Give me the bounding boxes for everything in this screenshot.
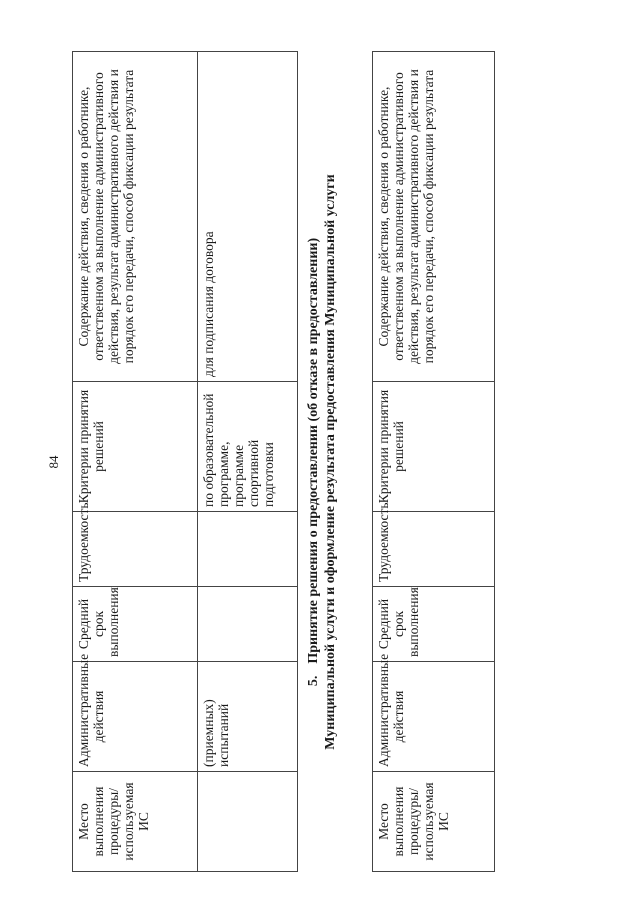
header-actions: Административные действия <box>73 662 198 772</box>
section-title-line1: Принятие решения о предоставлении (об отказе в предоставлении) <box>306 237 321 664</box>
header-content: Содержание действия, сведения о работнике, ответственном за выполнение административного действия, результат административного действия и порядок его передачи, способ фиксации результата <box>373 52 495 382</box>
page-number: 84 <box>46 455 61 469</box>
section-title-line2: Муниципальной услуги и оформление результата предоставления Муниципальной услуги <box>323 174 338 750</box>
procedure-table-top <box>72 51 298 872</box>
cell-place <box>198 772 298 872</box>
header-criteria: Критерии принятия решений <box>373 382 495 512</box>
rotated-page <box>40 32 600 872</box>
table-header-row <box>73 52 198 872</box>
header-labor: Трудоемкость <box>73 512 198 587</box>
header-term: Средний срок выполнения <box>73 587 198 662</box>
cell-actions: (приемных) испытаний <box>198 662 298 772</box>
table-row <box>198 52 298 872</box>
section-number: 5. <box>306 675 321 687</box>
header-place: Место выполнения процедуры/используемая ИС <box>73 772 198 872</box>
cell-criteria: по образовательной программе, программе спортивной подготовки <box>198 382 298 512</box>
cell-term <box>198 587 298 662</box>
header-place: Место выполнения процедуры/используемая ИС <box>373 772 495 872</box>
header-criteria: Критерии принятия решений <box>73 382 198 512</box>
section-heading <box>305 52 339 872</box>
header-labor: Трудоемкость <box>373 512 495 587</box>
cell-labor <box>198 512 298 587</box>
table-header-row <box>373 52 495 872</box>
header-term: Средний срок выполнения <box>373 587 495 662</box>
cell-content: для подписания договора <box>198 52 298 382</box>
header-content: Содержание действия, сведения о работнике, ответственном за выполнение административного действия, результат административного действия и порядок его передачи, способ фиксации результата <box>73 52 198 382</box>
header-actions: Административные действия <box>373 662 495 772</box>
procedure-table-bottom <box>372 51 495 872</box>
